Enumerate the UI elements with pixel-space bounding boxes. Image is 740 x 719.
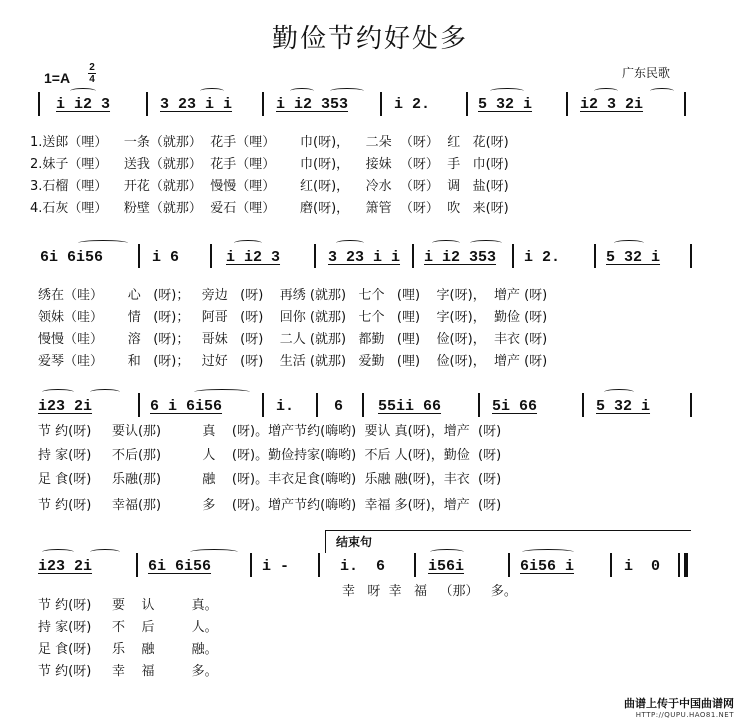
slur (194, 389, 250, 395)
slur (650, 88, 674, 94)
measure-notes: i - (262, 558, 290, 575)
lyric-line: 绣在（哇） 心 (呀)； 旁边 (呀) 再绣 (就那) 七个 (哩) 字(呀)， 增产 (呀) (38, 288, 548, 303)
time-top: 2 (89, 62, 95, 73)
lyric-line: 足 食(呀) 乐 融 融。 (38, 642, 218, 657)
lyric-line: 节 约(呀) 幸福(那) 多 (呀)。增产节约(嗨哟) 幸福 多(呀)，增产 (呀) (38, 498, 502, 513)
barline (512, 244, 514, 268)
measure-notes: i23 2i (38, 558, 93, 575)
measure-notes: 5 32 i (606, 249, 661, 266)
barline (466, 92, 468, 116)
barline (136, 553, 138, 577)
lyric-line: 节 约(呀) 幸 福 多。 (38, 664, 218, 679)
slur (290, 88, 314, 94)
measure-notes: 55ii 66 (378, 398, 442, 415)
barline (262, 393, 264, 417)
slur (42, 549, 74, 555)
barline (582, 393, 584, 417)
barline (138, 244, 140, 268)
lyric-line: 节 约(呀) 要 认 真。 (38, 598, 218, 613)
barline (146, 92, 148, 116)
lyric-line: 足 食(呀) 乐融(那) 融 (呀)。丰衣足食(嗨哟) 乐融 融(呀)，丰衣 (呀) (38, 472, 502, 487)
barline (414, 553, 416, 577)
measure-notes: i i2 353 (424, 249, 497, 266)
measure-notes: 3 23 i i (328, 249, 401, 266)
measure-notes: i 0 (624, 558, 661, 575)
measure-notes: i i2 3 (226, 249, 281, 266)
slur (430, 549, 464, 555)
barline (412, 244, 414, 268)
barline (610, 553, 612, 577)
measure-notes: i 2. (524, 249, 561, 266)
slur (90, 549, 120, 555)
slur (70, 88, 96, 94)
measure-notes: i i2 353 (276, 96, 349, 113)
slur (470, 240, 502, 246)
barline (478, 393, 480, 417)
barline (318, 553, 320, 577)
barline (38, 92, 40, 116)
measure-notes: i i2 3 (56, 96, 111, 113)
barline (250, 553, 252, 577)
barline (566, 92, 568, 116)
lyric-line: 幸 呀 幸 福 （那） 多。 (342, 584, 517, 599)
barline (138, 393, 140, 417)
ending-label: 结束句 (336, 535, 373, 549)
lyric-line: 慢慢（哇） 溶 (呀)； 哥妹 (呀) 二人 (就那) 都勤 (哩) 俭(呀)， 丰衣 (呀) (38, 332, 548, 347)
lyric-line: 2.妹子（哩） 送我（就那） 花手（哩） 巾(呀)， 接妹 （呀） 手 巾(呀) (30, 157, 509, 172)
barline (594, 244, 596, 268)
slur (200, 88, 224, 94)
lyric-line: 4.石灰（哩） 粉壁（就那） 爱石（哩） 磨(呀)， 箫管 （呀） 吹 来(呀) (30, 201, 509, 216)
measure-notes: 6 i 6i56 (150, 398, 223, 415)
slur (336, 240, 364, 246)
lyric-line: 爱琴（哇） 和 (呀)； 过好 (呀) 生活 (就那) 爱勤 (哩) 俭(呀)， 增产 (呀) (38, 354, 548, 369)
lyric-line: 持 家(呀) 不 后 人。 (38, 620, 218, 635)
time-bottom: 4 (89, 74, 95, 85)
measure-notes: 6i 6i56 (148, 558, 212, 575)
slur (42, 389, 74, 395)
measure-notes: i. (276, 398, 295, 415)
lyric-line: 3.石榴（哩） 开花（就那） 慢慢（哩） 红(呀)， 冷水 （呀） 调 盐(呀) (30, 179, 509, 194)
slur (78, 240, 128, 246)
barline (316, 393, 318, 417)
lyric-line: 领妹（哇） 情 (呀)； 阿哥 (呀) 回你 (就那) 七个 (哩) 字(呀)， 勤俭 (呀) (38, 310, 548, 325)
slur (614, 240, 644, 246)
barline (508, 553, 510, 577)
barline (690, 393, 692, 417)
slur (330, 88, 364, 94)
measure-notes: 5i 66 (492, 398, 538, 415)
lyric-line: 1.送郎（哩） 一条（就那） 花手（哩） 巾(呀)， 二朵 （呀） 红 花(呀) (30, 135, 509, 150)
barline (380, 92, 382, 116)
barline (362, 393, 364, 417)
measure-notes: i. 6 (340, 558, 386, 575)
measure-notes: i56i (428, 558, 465, 575)
barline (262, 92, 264, 116)
slur (594, 88, 618, 94)
barline (314, 244, 316, 268)
lyric-line: 节 约(呀) 要认(那) 真 (呀)。增产节约(嗨哟) 要认 真(呀)，增产 (呀) (38, 424, 502, 439)
measure-notes: 5 32 i (478, 96, 533, 113)
slur (522, 549, 574, 555)
measure-notes: 6i56 i (520, 558, 575, 575)
measure-notes: i23 2i (38, 398, 93, 415)
final-barline (684, 553, 688, 577)
barline (678, 553, 680, 577)
measure-notes: 3 23 i i (160, 96, 233, 113)
key-signature: 1=A (44, 70, 71, 86)
barline (684, 92, 686, 116)
slur (234, 240, 262, 246)
slur (604, 389, 634, 395)
song-origin: 广东民歌 (622, 66, 671, 80)
watermark-text: 曲谱上传于中国曲谱网 (624, 697, 734, 710)
barline (210, 244, 212, 268)
slur (190, 549, 238, 555)
page-title: 勤俭节约好处多 (271, 24, 468, 54)
slur (490, 88, 524, 94)
lyric-line: 持 家(呀) 不后(那) 人 (呀)。勤俭持家(嗨哟) 不后 人(呀)，勤俭 (呀) (38, 448, 502, 463)
time-signature (88, 62, 96, 85)
measure-notes: i 2. (394, 96, 431, 113)
measure-notes: 6i 6i56 (40, 249, 104, 266)
measure-notes: 6 (334, 398, 344, 415)
slur (90, 389, 120, 395)
slur (432, 240, 460, 246)
watermark-url: HTTP://QUPU.HAO81.NET (635, 711, 734, 719)
measure-notes: 5 32 i (596, 398, 651, 415)
measure-notes: i2 3 2i (580, 96, 644, 113)
footer-watermark (0, 699, 740, 719)
measure-notes: i 6 (152, 249, 180, 266)
barline (690, 244, 692, 268)
ending-bracket (325, 530, 691, 553)
